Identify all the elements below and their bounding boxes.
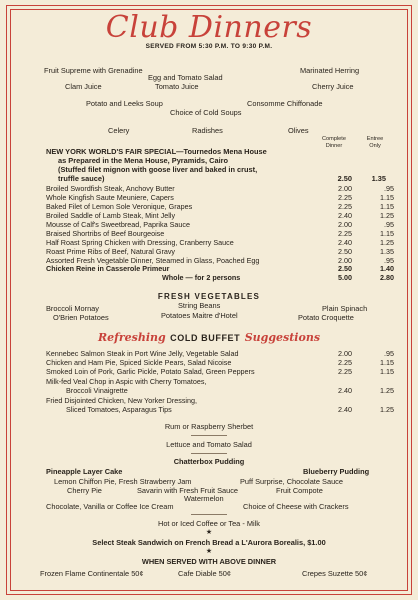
dish-name: Braised Shortribs of Beef Bourgeoise <box>46 229 165 238</box>
entree-only-price: .95 <box>384 256 394 265</box>
refreshing-label: Refreshing <box>97 331 166 344</box>
complete-dinner-price: 2.25 <box>338 229 352 238</box>
potatoes-maitre: Potatoes Maitre d'Hotel <box>161 311 238 320</box>
entree-only-price: 1.15 <box>380 202 394 211</box>
divider <box>191 453 227 454</box>
radishes: Radishes <box>192 126 223 135</box>
complete-dinner-price: 2.00 <box>338 349 352 358</box>
star-icon: ★ <box>205 529 213 536</box>
complete-dinner-price: 2.25 <box>338 367 352 376</box>
special-line-1: NEW YORK WORLD'S FAIR SPECIAL—Tournedos Mena House <box>46 147 267 156</box>
cold-buffet-label: COLD BUFFET <box>170 333 241 343</box>
chatterbox-pudding: Chatterbox Pudding <box>173 457 245 466</box>
extras-header: WHEN SERVED WITH ABOVE DINNER <box>141 557 277 566</box>
puff-surprise: Puff Surprise, Chocolate Sauce <box>240 477 343 486</box>
dish-name: Kennebec Salmon Steak in Port Wine Jelly, Vegetable Salad <box>46 349 239 358</box>
entree-only-price: 1.15 <box>380 229 394 238</box>
cherry-pie: Cherry Pie <box>67 486 102 495</box>
complete-dinner-price: 2.50 <box>338 247 352 256</box>
lemon-chiffon-pie: Lemon Chiffon Pie, Fresh Strawberry Jam <box>54 477 192 486</box>
entree-row <box>46 247 394 256</box>
divider <box>191 435 227 436</box>
frozen-flame: Frozen Flame Continentale 50¢ <box>40 569 144 578</box>
chicken-whole-row: Whole — for 2 persons 5.00 2.80 <box>162 273 394 282</box>
special-line-4: truffle sauce) <box>58 174 105 183</box>
watermelon: Watermelon <box>184 494 224 503</box>
consomme: Consomme Chiffonade <box>247 99 323 108</box>
crepes-suzette: Crepes Suzette 50¢ <box>302 569 368 578</box>
dish-name: Broiled Swordfish Steak, Anchovy Butter <box>46 184 175 193</box>
dish-name: Mousse of Calf's Sweetbread, Paprika Sauce <box>46 220 190 229</box>
fruit-compote: Fruit Compote <box>276 486 323 495</box>
dish-name: Whole Kingfish Saute Meuniere, Capers <box>46 193 174 202</box>
dish-name: Half Roast Spring Chicken with Dressing, Cranberry Sauce <box>46 238 234 247</box>
entree-row <box>46 184 394 193</box>
tomato-juice: Tomato Juice <box>155 82 199 91</box>
entree-row <box>46 193 394 202</box>
star-icon: ★ <box>205 548 213 555</box>
entree-only-price: 1.25 <box>380 238 394 247</box>
potato-croquette: Potato Croquette <box>298 313 354 322</box>
entree-only-price: 1.15 <box>380 367 394 376</box>
plain-spinach: Plain Spinach <box>322 304 368 313</box>
potato-leeks-soup: Potato and Leeks Soup <box>86 99 163 108</box>
ice-cream: Chocolate, Vanilla or Coffee Ice Cream <box>46 502 174 511</box>
special-complete-price: 2.50 <box>337 174 352 183</box>
buffet-row <box>46 367 394 376</box>
cold-soups: Choice of Cold Soups <box>170 108 242 117</box>
special-line-3: (Stuffed filet mignon with goose liver and baked in crust, <box>58 165 258 174</box>
complete-dinner-price: 2.25 <box>338 193 352 202</box>
entree-row <box>46 211 394 220</box>
entree-only-price: 1.35 <box>380 247 394 256</box>
celery: Celery <box>108 126 130 135</box>
divider <box>191 514 227 515</box>
cheese-crackers: Choice of Cheese with Crackers <box>243 502 349 511</box>
dish-name: Baked Filet of Lemon Sole Veronique, Grapes <box>46 202 193 211</box>
vegetables-header: FRESH VEGETABLES <box>157 292 261 301</box>
cold-buffet-header <box>0 328 418 346</box>
cafe-diable: Cafe Diable 50¢ <box>178 569 232 578</box>
suggestions-label: Suggestions <box>244 331 321 344</box>
complete-dinner-price: 2.40 <box>338 211 352 220</box>
dish-name: Broiled Saddle of Lamb Steak, Mint Jelly <box>46 211 176 220</box>
buffet-row <box>46 358 394 367</box>
buffet-chicken-row-1: Fried Disjointed Chicken, New Yorker Dressing, <box>46 396 197 405</box>
egg-tomato-salad: Egg and Tomato Salad <box>148 73 223 82</box>
obrien-potatoes: O'Brien Potatoes <box>53 313 109 322</box>
special-line-2: as Prepared in the Mena House, Pyramids, Cairo <box>58 156 229 165</box>
olives: Olives <box>288 126 309 135</box>
complete-dinner-price: 2.00 <box>338 184 352 193</box>
complete-dinner-price: 2.25 <box>338 358 352 367</box>
cherry-juice: Cherry Juice <box>312 82 354 91</box>
savarin: Savarin with Fresh Fruit Sauce <box>137 486 239 495</box>
pineapple-layer-cake: Pineapple Layer Cake <box>46 467 123 476</box>
steak-sandwich: Select Steak Sandwich on French Bread a L'Aurora Borealis, $1.00 <box>92 538 326 547</box>
entree-only-price: 1.15 <box>380 358 394 367</box>
string-beans: String Beans <box>178 301 221 310</box>
fruit-supreme: Fruit Supreme with Grenadine <box>44 66 143 75</box>
complete-dinner-price: 2.00 <box>338 256 352 265</box>
sherbet: Rum or Raspberry Sherbet <box>164 422 254 431</box>
dish-name: Chicken and Ham Pie, Spiced Sickle Pears, Salad Nicoise <box>46 358 232 367</box>
entree-row <box>46 202 394 211</box>
entree-only-price: 1.15 <box>380 193 394 202</box>
buffet-chicken-row-2: Sliced Tomatoes, Asparagus Tips 2.40 1.25 <box>66 405 394 414</box>
entree-row <box>46 229 394 238</box>
marinated-herring: Marinated Herring <box>300 66 360 75</box>
clam-juice: Clam Juice <box>65 82 102 91</box>
special-entree-price: 1.35 <box>371 174 386 183</box>
broccoli-mornay: Broccoli Mornay <box>46 304 99 313</box>
complete-dinner-price: 2.40 <box>338 238 352 247</box>
entree-only-price: .95 <box>384 220 394 229</box>
entree-only-price: .95 <box>384 349 394 358</box>
entree-only-header: Entree Only <box>366 136 384 149</box>
served-hours: SERVED FROM 5:30 P.M. TO 9:30 P.M. <box>145 43 273 50</box>
buffet-veal-row-2: Broccoli Vinaigrette 2.40 1.25 <box>66 386 394 395</box>
complete-dinner-header: Complete Dinner <box>322 136 346 149</box>
complete-dinner-price: 2.25 <box>338 202 352 211</box>
chicken-reine-row: Chicken Reine in Casserole Primeur 2.50 1.40 <box>46 264 394 273</box>
dish-name: Roast Prime Ribs of Beef, Natural Gravy <box>46 247 176 256</box>
entree-only-price: .95 <box>384 184 394 193</box>
dish-name: Assorted Fresh Vegetable Dinner, Steamed in Glass, Poached Egg <box>46 256 260 265</box>
beverages: Hot or Iced Coffee or Tea - Milk <box>157 519 260 528</box>
buffet-row <box>46 349 394 358</box>
dish-name: Smoked Loin of Pork, Garlic Pickle, Potato Salad, Green Peppers <box>46 367 255 376</box>
lettuce-tomato-salad: Lettuce and Tomato Salad <box>166 440 252 449</box>
entree-row <box>46 238 394 247</box>
complete-dinner-price: 2.00 <box>338 220 352 229</box>
buffet-veal-row-1: Milk-fed Veal Chop in Aspic with Cherry Tomatoes, <box>46 377 207 386</box>
menu-title: Club Dinners <box>105 10 313 45</box>
entree-only-price: 1.25 <box>380 211 394 220</box>
blueberry-pudding: Blueberry Pudding <box>303 467 370 476</box>
entree-row <box>46 220 394 229</box>
